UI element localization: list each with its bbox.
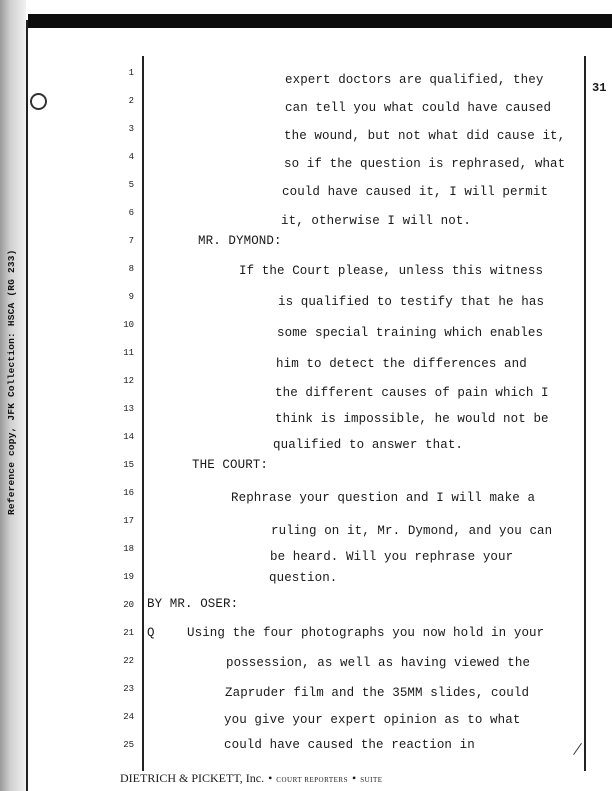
- line-text: so if the question is rephrased, what: [284, 157, 566, 171]
- page-number: 31: [592, 81, 607, 95]
- footer-service: COURT REPORTERS: [276, 776, 348, 784]
- line-number: 21: [123, 628, 134, 638]
- page-footer: DIETRICH & PICKETT, Inc. • COURT REPORTERS • SUITE: [120, 771, 383, 785]
- line-number: 20: [123, 600, 134, 610]
- line-number: 7: [128, 236, 134, 246]
- line-text: can tell you what could have caused: [285, 101, 552, 115]
- line-number: 10: [123, 320, 134, 330]
- line-text: Zapruder film and the 35MM slides, could: [225, 686, 530, 700]
- line-number: 17: [123, 516, 134, 526]
- line-number: 3: [128, 124, 134, 134]
- line-number: 18: [123, 544, 134, 554]
- question-marker: Q: [147, 626, 155, 640]
- line-text: the different causes of pain which I: [275, 386, 549, 400]
- line-text: Using the four photographs you now hold in your: [187, 626, 545, 640]
- speaker-label: THE COURT:: [192, 458, 269, 472]
- line-number: 6: [128, 208, 134, 218]
- line-text: think is impossible, he would not be: [275, 412, 549, 426]
- line-number: 4: [128, 152, 134, 162]
- line-number: 9: [128, 292, 134, 302]
- speaker-label: BY MR. OSER:: [147, 597, 239, 611]
- line-text: could have caused the reaction in: [224, 738, 475, 752]
- margin-rule: [26, 20, 28, 791]
- line-number: 1: [128, 68, 134, 78]
- line-number: 5: [128, 180, 134, 190]
- line-text: the wound, but not what did cause it,: [284, 129, 566, 143]
- line-text: some special training which enables: [277, 326, 544, 340]
- top-bar: [28, 14, 612, 28]
- line-text: Rephrase your question and I will make a: [231, 491, 536, 505]
- binder-hole: [30, 93, 47, 110]
- line-number: 16: [123, 488, 134, 498]
- line-text: ruling on it, Mr. Dymond, and you can: [271, 524, 553, 538]
- line-text: is qualified to testify that he has: [278, 295, 545, 309]
- reference-copy-label: Reference copy, JFK Collection: HSCA (RG 233): [6, 249, 17, 515]
- footer-company: DIETRICH & PICKETT, Inc.: [120, 771, 265, 785]
- line-text: question.: [269, 571, 338, 585]
- line-number: 12: [123, 376, 134, 386]
- line-text: it, otherwise I will not.: [281, 214, 472, 228]
- line-text: be heard. Will you rephrase your: [270, 550, 514, 564]
- line-number: 13: [123, 404, 134, 414]
- line-number: 15: [123, 460, 134, 470]
- speaker-label: MR. DYMOND:: [198, 234, 282, 248]
- line-text: him to detect the differences and: [276, 357, 527, 371]
- line-number: 22: [123, 656, 134, 666]
- line-text: expert doctors are qualified, they: [285, 73, 544, 87]
- line-number: 23: [123, 684, 134, 694]
- line-number: 14: [123, 432, 134, 442]
- line-number: 25: [123, 740, 134, 750]
- line-text: possession, as well as having viewed the: [226, 656, 531, 670]
- line-text: If the Court please, unless this witness: [239, 264, 544, 278]
- line-text: could have caused it, I will permit: [282, 185, 549, 199]
- line-text: you give your expert opinion as to what: [224, 713, 521, 727]
- footer-suite: SUITE: [360, 776, 383, 784]
- line-number: 19: [123, 572, 134, 582]
- line-number: 24: [123, 712, 134, 722]
- line-number: 8: [128, 264, 134, 274]
- line-text: qualified to answer that.: [273, 438, 464, 452]
- line-number: 11: [123, 348, 134, 358]
- line-number: 2: [128, 96, 134, 106]
